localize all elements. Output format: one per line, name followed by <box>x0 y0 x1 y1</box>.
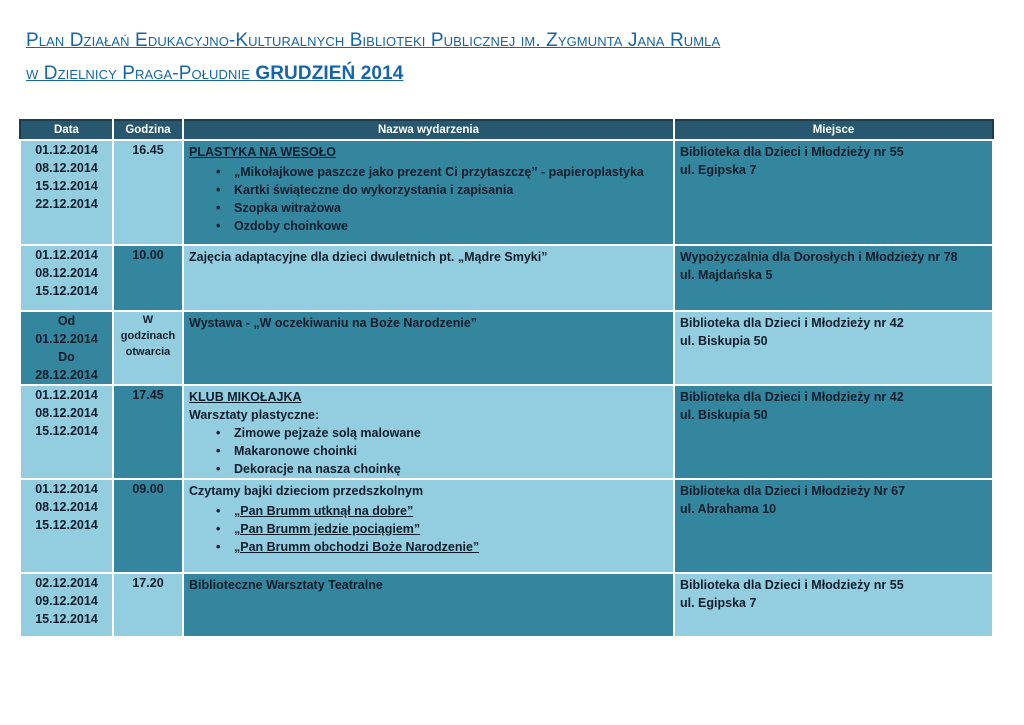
date-line: 01.12.2014 <box>35 248 98 262</box>
list-item: • „Pan Brumm obchodzi Boże Narodzenie” <box>234 538 668 556</box>
event-dates <box>20 245 113 311</box>
list-item: • Ozdoby choinkowe <box>234 217 668 235</box>
event-place <box>674 573 993 637</box>
event-title: KLUB MIKOŁAJKA <box>189 390 302 404</box>
event-place <box>674 245 993 311</box>
title-line-1: Plan Działań Edukacyjno-Kulturalnych Biblioteki Publicznej im. Zygmunta Jana Rumla <box>26 30 721 51</box>
event-items <box>189 424 668 478</box>
place-name: Biblioteka dla Dzieci i Młodzieży nr 42 <box>680 316 904 330</box>
time-line: W <box>142 314 154 326</box>
event-items <box>189 502 668 556</box>
date-line: 08.12.2014 <box>35 500 98 514</box>
place-address: ul. Egipska 7 <box>680 596 757 610</box>
event-name <box>183 385 674 479</box>
place-address: ul. Abrahama 10 <box>680 502 777 516</box>
event-title: Wystawa - „W oczekiwaniu na Boże Narodzenie” <box>189 316 478 330</box>
event-name <box>183 479 674 573</box>
event-place <box>674 385 993 479</box>
date-line: 01.12.2014 <box>35 388 98 402</box>
list-item: • Zimowe pejzaże solą malowane <box>234 424 668 442</box>
place-address: ul. Biskupia 50 <box>680 408 768 422</box>
event-title: Czytamy bajki dzieciom przedszkolnym <box>189 484 424 498</box>
header-time: Godzina <box>113 120 183 140</box>
event-place <box>674 479 993 573</box>
table-row <box>20 140 993 245</box>
table-header-row <box>20 120 993 140</box>
place-name: Biblioteka dla Dzieci i Młodzieży Nr 67 <box>680 484 906 498</box>
event-place <box>674 140 993 245</box>
event-dates <box>20 573 113 637</box>
date-line: 15.12.2014 <box>35 424 98 438</box>
event-time: 17.20 <box>113 573 183 637</box>
place-address: ul. Biskupia 50 <box>680 334 768 348</box>
event-place <box>674 311 993 385</box>
title-month: GRUDZIEŃ 2014 <box>255 63 404 84</box>
list-item: • „Pan Brumm jedzie pociągiem” <box>234 520 668 538</box>
table-row <box>20 385 993 479</box>
table-row <box>20 479 993 573</box>
date-line: 22.12.2014 <box>35 197 98 211</box>
event-name <box>183 140 674 245</box>
date-line: 15.12.2014 <box>35 612 98 626</box>
place-address: ul. Majdańska 5 <box>680 268 773 282</box>
event-name <box>183 311 674 385</box>
date-line: 01.12.2014 <box>35 143 98 157</box>
event-title: Zajęcia adaptacyjne dla dzieci dwuletnich pt. „Mądre Smyki” <box>189 250 548 264</box>
event-subtitle: Warsztaty plastyczne: <box>189 408 320 422</box>
event-dates <box>20 479 113 573</box>
events-table <box>19 119 994 638</box>
date-line: Od <box>57 314 76 328</box>
event-dates <box>20 140 113 245</box>
header-name: Nazwa wydarzenia <box>183 120 674 140</box>
event-time <box>113 311 183 385</box>
table-row <box>20 311 993 385</box>
event-name <box>183 245 674 311</box>
place-name: Biblioteka dla Dzieci i Młodzieży nr 55 <box>680 145 904 159</box>
date-line: 15.12.2014 <box>35 518 98 532</box>
event-dates <box>20 311 113 385</box>
place-address: ul. Egipska 7 <box>680 163 757 177</box>
date-line: 08.12.2014 <box>35 161 98 175</box>
event-title: Biblioteczne Warsztaty Teatralne <box>189 578 383 592</box>
event-dates <box>20 385 113 479</box>
time-line: godzinach <box>120 330 176 342</box>
event-time: 10.00 <box>113 245 183 311</box>
date-line: 08.12.2014 <box>35 406 98 420</box>
date-line: Do <box>58 350 75 364</box>
title-line-2 <box>26 63 720 85</box>
list-item: • Makaronowe choinki <box>234 442 668 460</box>
list-item: • Dekoracje na nasza choinkę <box>234 460 668 478</box>
event-name <box>183 573 674 637</box>
event-time: 09.00 <box>113 479 183 573</box>
date-line: 15.12.2014 <box>35 284 98 298</box>
title-line-2-start: w Dzielnicy Praga-Południe <box>26 63 250 84</box>
time-line: otwarcia <box>125 346 171 358</box>
date-line: 02.12.2014 <box>35 576 98 590</box>
date-line: 09.12.2014 <box>35 594 98 608</box>
document-title <box>26 30 720 85</box>
list-item: • „Pan Brumm utknął na dobre” <box>234 502 668 520</box>
header-place: Miejsce <box>674 120 993 140</box>
date-line: 01.12.2014 <box>35 332 98 346</box>
list-item: • Kartki świąteczne do wykorzystania i zapisania <box>234 181 668 199</box>
list-item: • „Mikołajkowe paszcze jako prezent Ci przytaszczę” - papieroplastyka <box>234 163 668 181</box>
event-time: 17.45 <box>113 385 183 479</box>
date-line: 15.12.2014 <box>35 179 98 193</box>
date-line: 28.12.2014 <box>35 368 98 382</box>
date-line: 08.12.2014 <box>35 266 98 280</box>
event-title: PLASTYKA NA WESOŁO <box>189 145 336 159</box>
list-item: • Szopka witrażowa <box>234 199 668 217</box>
table-row <box>20 245 993 311</box>
place-name: Biblioteka dla Dzieci i Młodzieży nr 42 <box>680 390 904 404</box>
place-name: Biblioteka dla Dzieci i Młodzieży nr 55 <box>680 578 904 592</box>
event-items <box>189 163 668 235</box>
date-line: 01.12.2014 <box>35 482 98 496</box>
event-time: 16.45 <box>113 140 183 245</box>
header-date: Data <box>20 120 113 140</box>
place-name: Wypożyczalnia dla Dorosłych i Młodzieży nr 78 <box>680 250 958 264</box>
table-row <box>20 573 993 637</box>
